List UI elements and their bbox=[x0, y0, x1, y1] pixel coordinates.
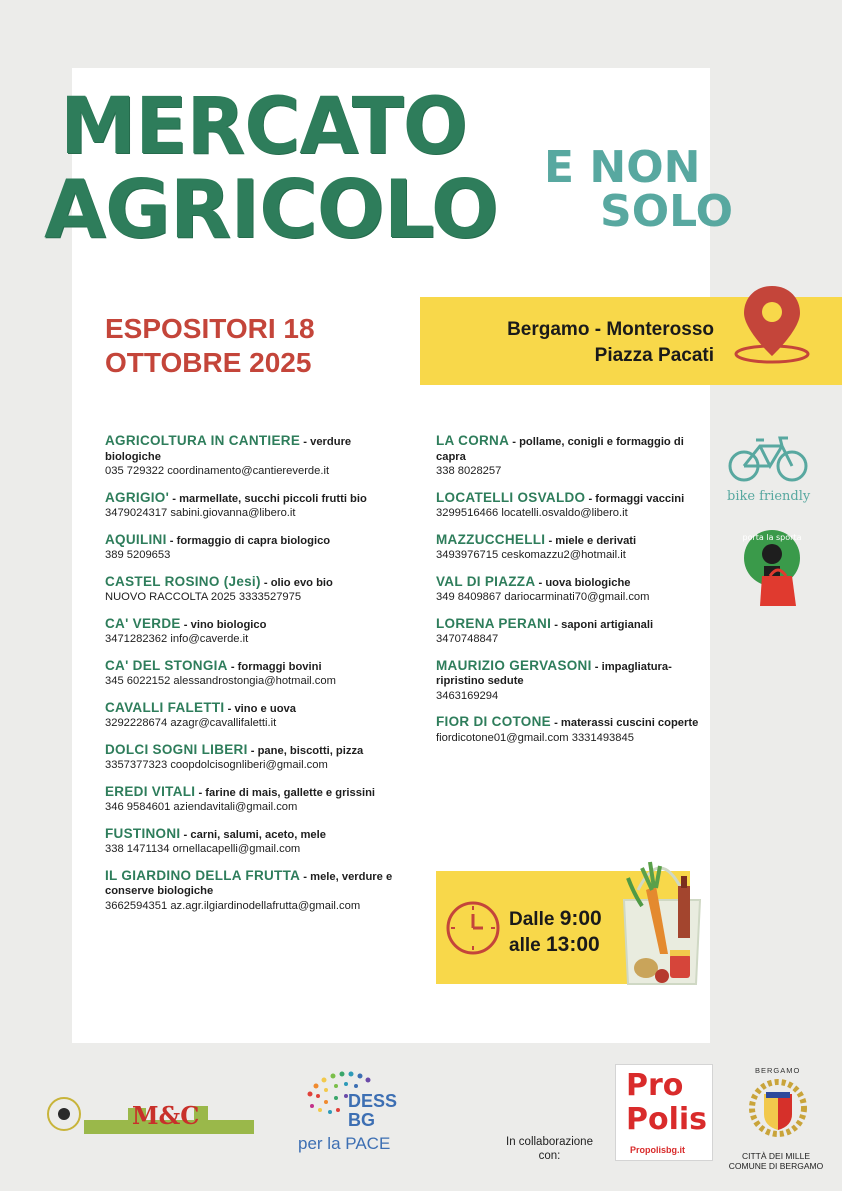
exhibitor-products: - vino biologico bbox=[180, 618, 267, 631]
exhibitor-products: - pane, biscotti, pizza bbox=[247, 744, 364, 757]
exhibitor-products: - formaggio di capra biologico bbox=[166, 534, 331, 547]
exhibitor-products: - verdure biologiche bbox=[105, 436, 352, 463]
exhibitor-name: CA' VERDE bbox=[105, 615, 181, 631]
shopping-bag-icon bbox=[616, 850, 708, 990]
exhibitor-contact: 338 8028257 bbox=[436, 465, 502, 477]
exhibitor-entry bbox=[105, 701, 405, 731]
title-mercato: MERCATO bbox=[60, 82, 467, 172]
title-solo: SOLO bbox=[600, 186, 733, 237]
exhibitor-name: IL GIARDINO DELLA FRUTTA bbox=[105, 867, 301, 883]
location-line2: Piazza Pacati bbox=[594, 345, 714, 366]
exhibitor-products: - uova biologiche bbox=[535, 576, 631, 589]
exhibitor-entry bbox=[105, 617, 405, 647]
propolis-url: Propolisbg.it bbox=[630, 1145, 685, 1155]
porta-la-sporta-logo bbox=[742, 528, 808, 608]
exhibitor-contact: 3470748847 bbox=[436, 633, 499, 645]
exhibitor-products: - impagliatura-ripristino sedute bbox=[436, 660, 672, 687]
exhibitor-contact: 3463169294 bbox=[436, 689, 499, 702]
exhibitor-contact: fiordicotone01@gmail.com 3331493845 bbox=[436, 731, 634, 744]
exhibitor-contact: 3471282362 info@caverde.it bbox=[105, 633, 249, 645]
exhibitors-heading bbox=[105, 312, 425, 380]
exhibitor-entry bbox=[436, 617, 706, 647]
exhibitor-name: AGRICOLTURA IN CANTIERE bbox=[105, 433, 301, 448]
exhibitor-contact: 3662594351 az.agr.ilgiardinodellafrutta@gmail.com bbox=[105, 899, 361, 912]
exhibitor-products: - mele, verdure e conserve biologiche bbox=[105, 870, 393, 897]
dess-line1: DESS bbox=[348, 1091, 398, 1111]
exhibitor-contact: 3493976715 ceskomazzu2@hotmail.it bbox=[436, 549, 626, 561]
collaboration-label: In collaborazione con: bbox=[506, 1136, 593, 1162]
exhibitor-entry bbox=[105, 869, 405, 914]
exhibitor-name: DOLCI SOGNI LIBERI bbox=[105, 741, 248, 757]
exhibitor-products: - farine di mais, gallette e grissini bbox=[195, 786, 376, 799]
exhibitor-entry bbox=[436, 575, 706, 605]
exhibitor-name: LA CORNA bbox=[436, 433, 510, 448]
crest-comune: COMUNE DI BERGAMO bbox=[728, 1161, 824, 1171]
hours-to bbox=[509, 932, 602, 958]
exhibitors-heading-line2: OTTOBRE 2025 bbox=[105, 347, 312, 378]
exhibitor-name: FIOR DI COTONE bbox=[436, 714, 551, 729]
hours-from-label: Dalle bbox=[509, 909, 560, 930]
propolis-logo bbox=[615, 1064, 713, 1161]
map-pin-icon bbox=[732, 282, 812, 368]
dess-per-la-pace: per la PACE bbox=[298, 1134, 391, 1153]
exhibitors-heading-line1: ESPOSITORI 18 bbox=[105, 313, 315, 344]
exhibitor-products: - olio evo bio bbox=[260, 576, 333, 589]
exhibitor-products: - vino e uova bbox=[224, 702, 296, 715]
title-e-non: E NON bbox=[544, 142, 701, 193]
exhibitor-contact: 3357377323 coopdolcisognliberi@gmail.com bbox=[105, 759, 328, 771]
exhibitor-products: - carni, salumi, aceto, mele bbox=[180, 828, 326, 841]
crest-city-label: BERGAMO bbox=[755, 1066, 801, 1075]
exhibitor-products: - materassi cuscini coperte bbox=[550, 717, 699, 729]
location-line1: Bergamo - Monterosso bbox=[507, 319, 714, 340]
exhibitor-name: CAVALLI FALETTI bbox=[105, 699, 225, 715]
mondo-cittadinanza-logo bbox=[44, 1090, 256, 1140]
bicycle-icon bbox=[726, 432, 810, 484]
exhibitor-name: AGRIGIO' bbox=[105, 489, 170, 505]
exhibitor-products: - formaggi bovini bbox=[227, 660, 322, 673]
exhibitor-entry bbox=[436, 533, 706, 563]
propolis-line2: Polis bbox=[626, 1102, 708, 1137]
exhibitor-products: - pollame, conigli e formaggio di capra bbox=[436, 436, 684, 463]
crest-caption bbox=[728, 1151, 824, 1171]
clock-icon bbox=[445, 900, 501, 956]
crest-motto: CITTÀ DEI MILLE bbox=[741, 1151, 810, 1161]
exhibitor-name: MAURIZIO GERVASONI bbox=[436, 657, 592, 673]
exhibitor-contact: NUOVO RACCOLTA 2025 3333527975 bbox=[105, 591, 302, 603]
exhibitor-contact: 3292228674 azagr@cavallifaletti.it bbox=[105, 717, 277, 729]
exhibitor-name: MAZZUCCHELLI bbox=[436, 531, 546, 547]
exhibitor-contact: 389 5209653 bbox=[105, 549, 171, 561]
exhibitor-products: - marmellate, succhi piccoli frutti bio bbox=[169, 492, 367, 505]
exhibitor-entry bbox=[105, 575, 405, 605]
exhibitor-products: - miele e derivati bbox=[545, 534, 637, 547]
exhibitor-entry bbox=[105, 743, 405, 773]
exhibitor-entry bbox=[105, 434, 405, 479]
exhibitor-entry bbox=[436, 491, 706, 521]
exhibitor-contact: 338 1471134 ornellacapelli@gmail.com bbox=[105, 843, 301, 855]
exhibitor-products: - formaggi vaccini bbox=[585, 492, 685, 505]
exhibitors-left-column bbox=[105, 434, 405, 925]
exhibitor-contact: 035 729322 coordinamento@cantiereverde.it bbox=[105, 465, 330, 477]
exhibitor-entry bbox=[105, 491, 405, 521]
dess-line2: BG bbox=[348, 1110, 375, 1130]
exhibitor-name: LORENA PERANI bbox=[436, 615, 552, 631]
exhibitor-contact: 349 8409867 dariocarminati70@gmail.com bbox=[436, 591, 650, 603]
porta-la-sporta-text: porta la sporta bbox=[742, 533, 802, 542]
hours-text bbox=[509, 906, 602, 958]
exhibitor-entry bbox=[436, 715, 706, 745]
hours-from bbox=[509, 906, 602, 932]
exhibitor-name: FUSTINONI bbox=[105, 825, 181, 841]
exhibitor-entry bbox=[105, 827, 405, 857]
exhibitor-entry bbox=[105, 659, 405, 689]
mc-logo-text: M&C bbox=[132, 1101, 200, 1130]
exhibitor-contact: 3479024317 sabini.giovanna@libero.it bbox=[105, 507, 296, 519]
exhibitors-right-column bbox=[436, 434, 706, 757]
exhibitor-entry bbox=[436, 659, 706, 704]
title-agricolo: AGRICOLO bbox=[44, 163, 498, 256]
propolis-line1: Pro bbox=[626, 1068, 684, 1103]
exhibitor-name: VAL DI PIAZZA bbox=[436, 573, 536, 589]
hours-from-time: 9:00 bbox=[559, 907, 602, 930]
exhibitor-name: CASTEL ROSINO (Jesi) bbox=[105, 573, 261, 589]
hours-to-label: alle bbox=[509, 935, 546, 956]
exhibitor-name: LOCATELLI OSVALDO bbox=[436, 489, 586, 505]
exhibitor-entry bbox=[105, 785, 405, 815]
exhibitor-entry bbox=[105, 533, 405, 563]
hours-to-time: 13:00 bbox=[545, 933, 600, 956]
exhibitor-entry bbox=[436, 434, 706, 479]
dess-bg-text bbox=[348, 1092, 397, 1130]
bergamo-crest-icon bbox=[740, 1066, 816, 1146]
exhibitor-products: - saponi artigianali bbox=[551, 618, 654, 631]
exhibitor-contact: 345 6022152 alessandrostongia@hotmail.com bbox=[105, 675, 336, 687]
location-text bbox=[507, 317, 714, 369]
exhibitor-name: AQUILINI bbox=[105, 531, 167, 547]
exhibitor-name: CA' DEL STONGIA bbox=[105, 657, 228, 673]
exhibitor-contact: 346 9584601 aziendavitali@gmail.com bbox=[105, 801, 298, 813]
exhibitor-name: EREDI VITALI bbox=[105, 783, 196, 799]
exhibitor-contact: 3299516466 locatelli.osvaldo@libero.it bbox=[436, 507, 628, 519]
bike-friendly-label: bike friendly bbox=[727, 489, 811, 504]
